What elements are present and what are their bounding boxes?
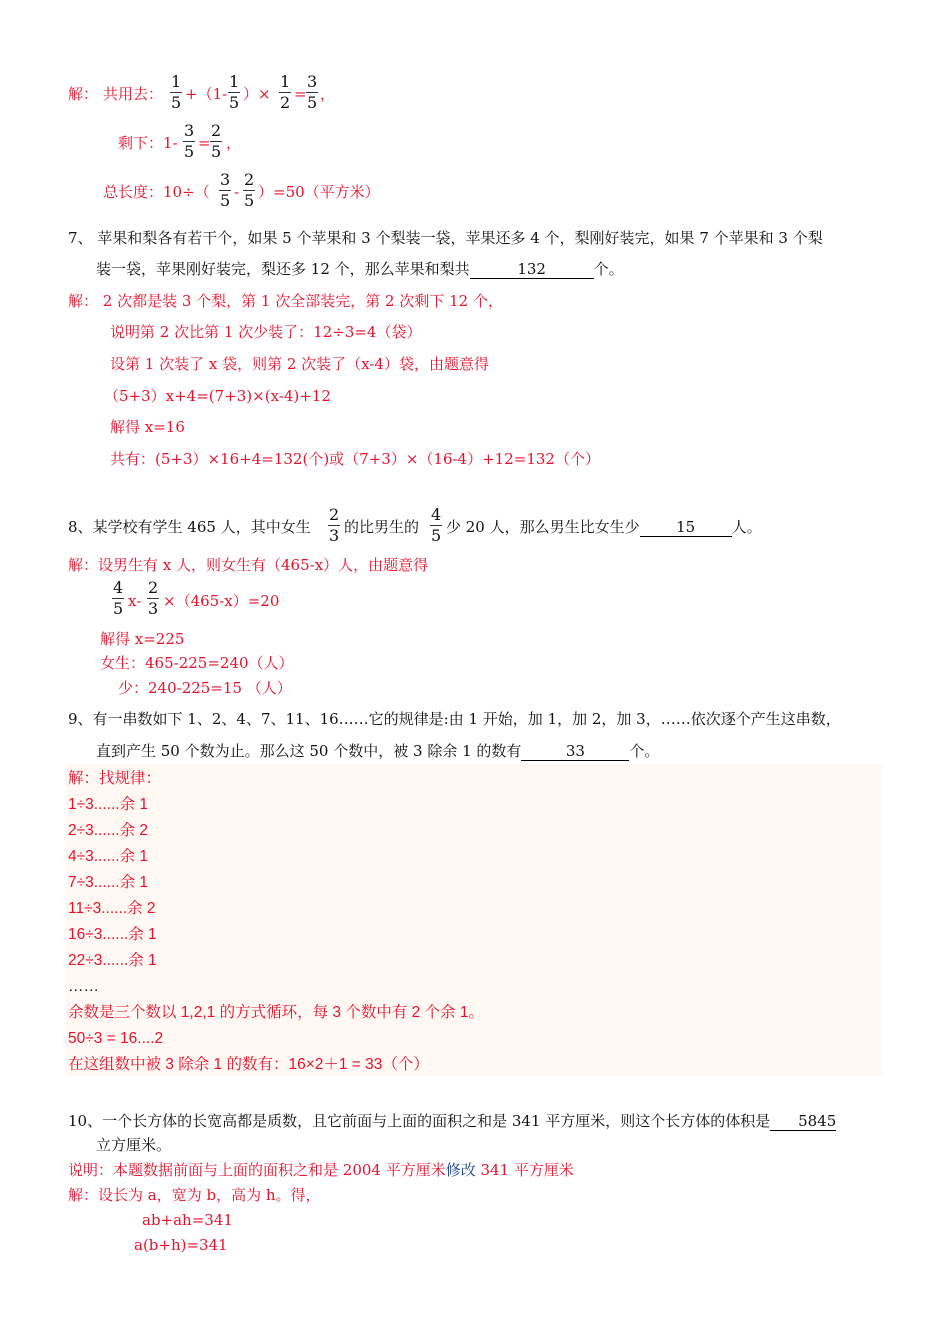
q8-sol-5: 少：240-225=15 （人）: [118, 679, 292, 697]
q8-c-text: 少 20 人，那么男生比女生少: [446, 518, 640, 536]
q7-sol-6: 共有：(5+3）×16+4=132(个)或（7+3）×（16-4）+12=132（个）: [110, 450, 600, 468]
fraction: $\frac{2}{3}$: [329, 505, 340, 545]
q8-a: 8、某学校有学生 465 人，其中女生: [68, 518, 311, 536]
q9-sol-1: 1÷3......余 1: [68, 796, 149, 813]
fraction: $\frac{2}{5}$: [244, 170, 255, 210]
fraction: $\frac{3}{5}$: [307, 72, 318, 112]
q9-answer-blank: 33: [521, 742, 629, 761]
q9-sol-7: 22÷3......余 1: [68, 952, 157, 969]
fraction: $\frac{1}{5}$: [171, 72, 182, 112]
s6-remain-end: ，: [226, 134, 242, 152]
q7-sol-2: 说明第 2 次比第 1 次少装了：12÷3=4（袋）: [110, 323, 422, 341]
fraction: $\frac{2}{3}$: [148, 578, 159, 618]
q10-line1-text: 10、一个长方体的长宽高都是质数，且它前面与上面的面积之和是 341 平方厘米，则这个长方体的体积是: [68, 1112, 771, 1130]
s6-jie: 解：: [68, 85, 99, 103]
s6-used-label: 共用去：: [103, 85, 164, 103]
s6-comma: ，: [320, 85, 336, 103]
q7-line2-text: 装一袋，苹果刚好装完，梨还多 12 个，那么苹果和梨共: [96, 260, 470, 278]
q9-unit: 个。: [629, 742, 660, 760]
q9-line1: 9、有一串数如下 1、2、4、7、11、16……它的规律是:由 1 开始，加 1，加 2，加 3，……依次逐个产生这串数，: [68, 710, 841, 728]
q9-sol-6: 16÷3......余 1: [68, 926, 157, 943]
fraction: $\frac{3}{5}$: [220, 170, 231, 210]
s6-remain-eq: =: [198, 134, 211, 152]
s6-eq: =: [294, 85, 307, 103]
q7-sol-4: （5+3）x+4=(7+3)×(x-4)+12: [104, 387, 331, 405]
q9-sol-0: 解：找规律：: [68, 770, 162, 787]
q9-sol-4: 7÷3......余 1: [68, 874, 149, 891]
q9-sol-9: 余数是三个数以 1,2,1 的方式循环，每 3 个数中有 2 个余 1。: [68, 1004, 484, 1021]
q9-sol-8: ……: [68, 978, 99, 995]
s6-plus: +（1-: [185, 85, 228, 103]
q9-line2-text: 直到产生 50 个数为止。那么这 50 个数中，被 3 除余 1 的数有: [96, 742, 522, 760]
q7-line1: 7、 苹果和梨各有若干个，如果 5 个苹果和 3 个梨装一袋，苹果还多 4 个，梨刚好装完，如果 7 个苹果和 3 个梨: [68, 229, 823, 247]
q9-line2: [96, 741, 659, 761]
fraction: $\frac{4}{5}$: [113, 578, 124, 618]
q7-sol-5: 解得 x=16: [110, 418, 185, 436]
q10-note-b: 修改: [445, 1161, 476, 1179]
q7-unit: 个。: [593, 260, 624, 278]
q9-sol-3: 4÷3......余 1: [68, 848, 149, 865]
q9-sol-11: 在这组数中被 3 除余 1 的数有：16×2＋1 = 33（个）: [68, 1056, 429, 1073]
q8-eq-x: x-: [128, 592, 142, 610]
q10-sol-1: 解：设长为 a，宽为 b，高为 h。得，: [68, 1186, 321, 1204]
q10-answer-blank: 5845: [770, 1112, 836, 1131]
q9-sol-2: 2÷3......余 2: [68, 822, 149, 839]
fraction: $\frac{1}{2}$: [280, 72, 291, 112]
s6-minus: -: [234, 183, 240, 201]
s6-total-label: 总长度：10÷（: [103, 183, 210, 201]
q8-b: 的比男生的: [344, 518, 420, 536]
q8-eq-rest: ×（465-x）=20: [163, 592, 280, 610]
q8-sol-3: 解得 x=225: [100, 630, 185, 648]
q9-sol-5: 11÷3......余 2: [68, 900, 156, 917]
q7-sol-3: 设第 1 次装了 x 袋，则第 2 次装了（x-4）袋，由题意得: [110, 355, 489, 373]
s6-remain-label: 剩下：1-: [118, 134, 178, 152]
q9-sol-10: 50÷3 = 16....2: [68, 1030, 164, 1047]
q8-answer-blank: 15: [640, 518, 732, 537]
q8-c: [446, 517, 762, 537]
fraction: $\frac{2}{5}$: [211, 121, 222, 161]
q10-line1: [68, 1111, 836, 1131]
q7-answer-blank: 132: [470, 260, 594, 279]
q8-unit: 人。: [731, 518, 762, 536]
solution-shading: [66, 764, 882, 1076]
fraction: $\frac{1}{5}$: [229, 72, 240, 112]
fraction: $\frac{4}{5}$: [431, 505, 442, 545]
q10-line2: 立方厘米。: [96, 1136, 172, 1154]
q10-sol-2: ab+ah=341: [142, 1211, 233, 1229]
s6-close: ）×: [243, 85, 271, 103]
q8-sol-1: 解：设男生有 x 人，则女生有（465-x）人，由题意得: [68, 556, 429, 574]
q10-note-a: 说明：本题数据前面与上面的面积之和是 2004 平方厘米: [68, 1161, 446, 1179]
fraction: $\frac{3}{5}$: [184, 121, 195, 161]
q7-sol-1: 解： 2 次都是装 3 个梨，第 1 次全部装完，第 2 次剩下 12 个，: [68, 292, 503, 310]
q10-note: [68, 1160, 574, 1180]
s6-total-end: ）=50（平方米）: [258, 183, 380, 201]
q7-line2: [96, 259, 624, 279]
q8-sol-4: 女生：465-225=240（人）: [100, 654, 294, 672]
q10-sol-3: a(b+h)=341: [134, 1236, 228, 1254]
q10-note-c: 341 平方厘米: [475, 1161, 574, 1179]
